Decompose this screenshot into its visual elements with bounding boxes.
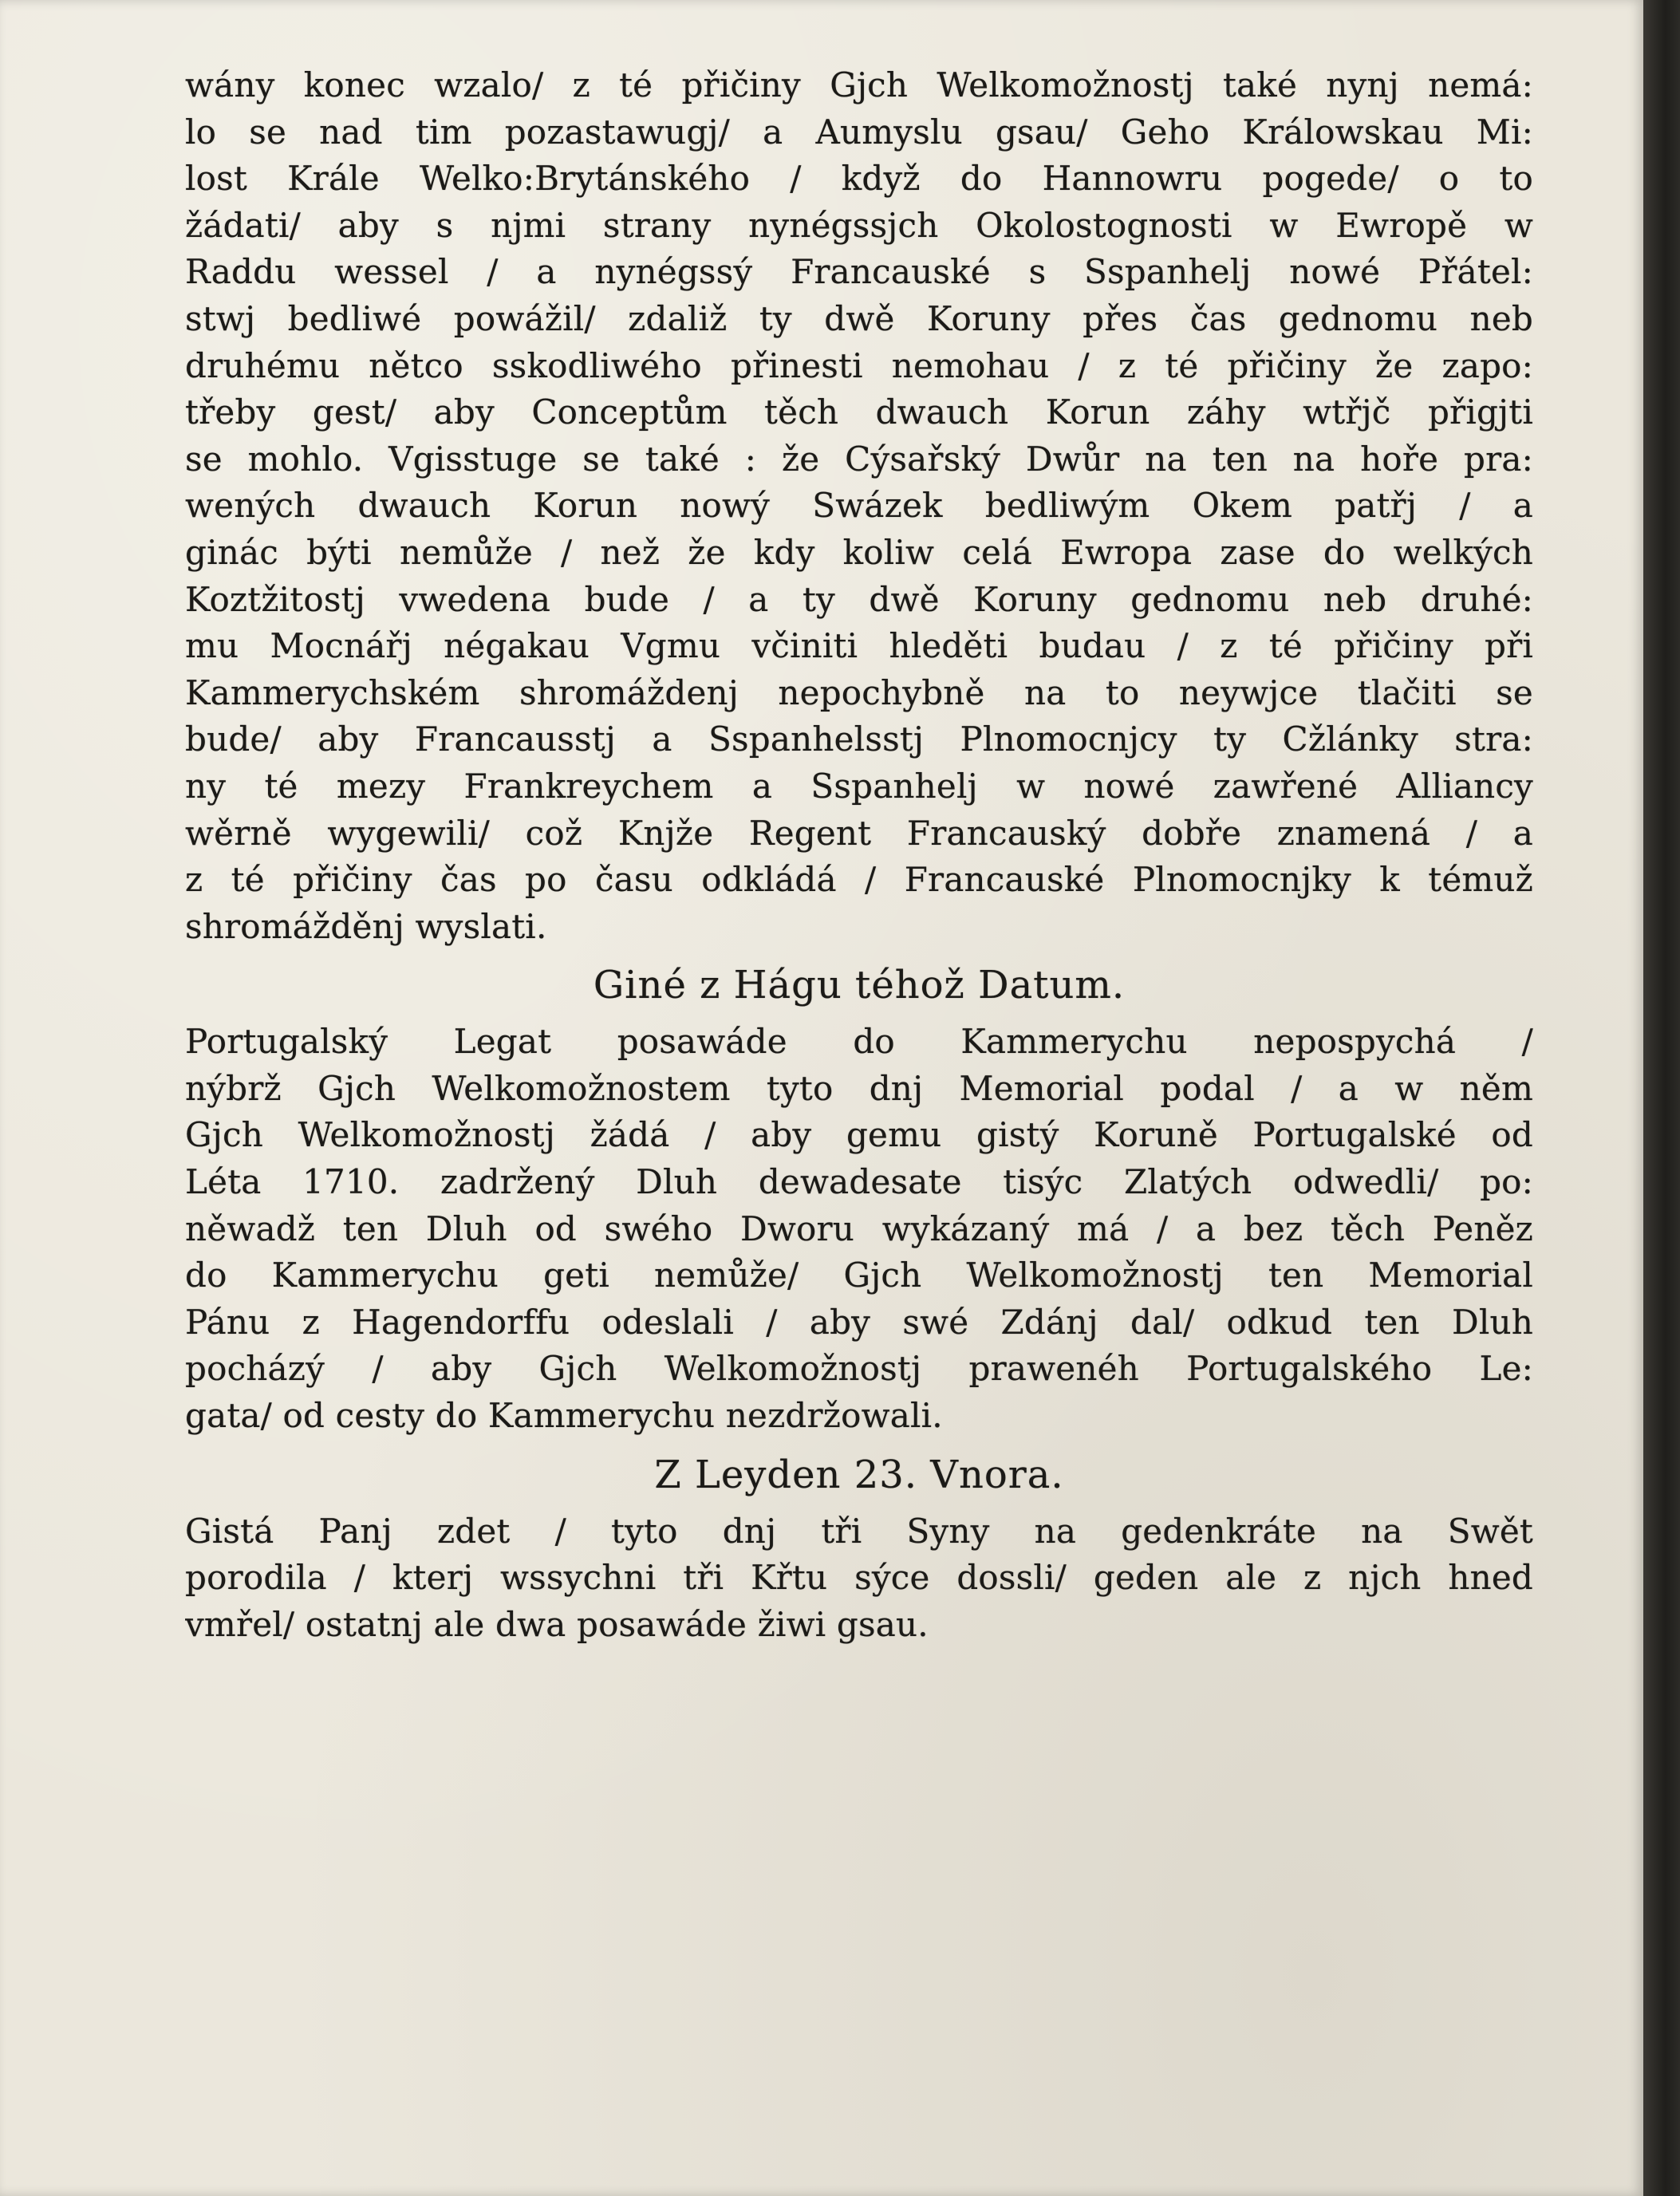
document-body	[185, 62, 1533, 1648]
text-line: wány konec wzalo/ z té přičiny Gjch Welkomožnostj také nynj nemá:	[185, 65, 1533, 104]
text-line: lost Krále Welko:Brytánského / když do Hannowru pogede/ o to	[185, 159, 1533, 199]
text-line: pocházý / aby Gjch Welkomožnostj prawenéh Portugalského Le:	[185, 1349, 1533, 1389]
text-line: druhému nětco sskodliwého přinesti nemohau / z té přičiny že zapo:	[185, 345, 1533, 385]
text-line: vmřel/ ostatnj ale dwa posawáde žiwi gsau.	[185, 1604, 929, 1644]
text-line: z té přičiny čas po času odkládá / Francauské Plnomocnjky k témuž	[185, 860, 1533, 900]
text-line: bude/ aby Francausstj a Sspanhelsstj Plnomocnjcy ty Cžlánky stra:	[185, 720, 1533, 759]
text-line: porodila / kterj wssychni tři Křtu sýce dossli/ geden ale z njch hned	[185, 1558, 1533, 1598]
text-line: žádati/ aby s njmi strany nynégssjch Okolostognosti w Ewropě w	[185, 205, 1533, 245]
text-line: wěrně wygewili/ což Knjže Regent Francauský dobře znamená / a	[185, 813, 1533, 853]
text-line: nýbrž Gjch Welkomožnostem tyto dnj Memorial podal / a w něm	[185, 1068, 1533, 1108]
text-line: ginác býti nemůže / než že kdy koliw celá Ewropa zase do welkých	[185, 532, 1533, 572]
text-line: Gistá Panj zdet / tyto dnj tři Syny na gedenkráte na Swět	[185, 1511, 1533, 1551]
text-line: mu Mocnářj négakau Vgmu včiniti hleděti budau / z té přičiny při	[185, 626, 1533, 666]
text-line: gata/ od cesty do Kammerychu nezdržowali.	[185, 1396, 943, 1436]
text-line: Raddu wessel / a nynégssý Francauské s Sspanhelj nowé Přátel:	[185, 252, 1533, 292]
text-line: Portugalský Legat posawáde do Kammerychu nepospychá /	[185, 1022, 1533, 1062]
paragraph-news-3	[185, 1508, 1533, 1649]
text-line: něwadž ten Dluh od swého Dworu wykázaný má / a bez těch Peněz	[185, 1208, 1533, 1248]
paragraph-news-1	[185, 62, 1533, 950]
text-line: lo se nad tim pozastawugj/ a Aumyslu gsau/ Geho Králowskau Mi:	[185, 112, 1533, 152]
text-line: Kammerychském shromáždenj nepochybně na to neywjce tlačiti se	[185, 672, 1533, 712]
section-heading-hague: Giné z Hágu téhož Datum.	[593, 963, 1126, 1008]
text-line: se mohlo. Vgisstuge se také : že Cýsařský Dwůr na ten na hoře pra:	[185, 439, 1533, 479]
section-heading-leyden: Z Leyden 23. Vnora.	[654, 1452, 1064, 1497]
text-line: wených dwauch Korun nowý Swázek bedliwým Okem patřj / a	[185, 486, 1533, 526]
text-line: Gjch Welkomožnostj žádá / aby gemu gistý Koruně Portugalské od	[185, 1115, 1533, 1155]
text-line: stwj bedliwé powážil/ zdaliž ty dwě Koruny přes čas gednomu neb	[185, 298, 1533, 338]
text-line: Pánu z Hagendorffu odeslali / aby swé Zdánj dal/ odkud ten Dluh	[185, 1302, 1533, 1342]
text-line: Koztžitostj vwedena bude / a ty dwě Koruny gednomu neb druhé:	[185, 579, 1533, 619]
text-line: shromážděnj wyslati.	[185, 906, 547, 946]
text-line: do Kammerychu geti nemůže/ Gjch Welkomožnostj ten Memorial	[185, 1256, 1533, 1295]
page-edge-shadow	[1643, 0, 1680, 2196]
paragraph-news-2	[185, 1019, 1533, 1439]
text-line: třeby gest/ aby Conceptům těch dwauch Korun záhy wtřjč přigjti	[185, 392, 1533, 432]
text-line: ny té mezy Frankreychem a Sspanhelj w nowé zawřené Alliancy	[185, 766, 1533, 806]
text-line: Léta 1710. zadržený Dluh dewadesate tisýc Zlatých odwedli/ po:	[185, 1162, 1533, 1202]
